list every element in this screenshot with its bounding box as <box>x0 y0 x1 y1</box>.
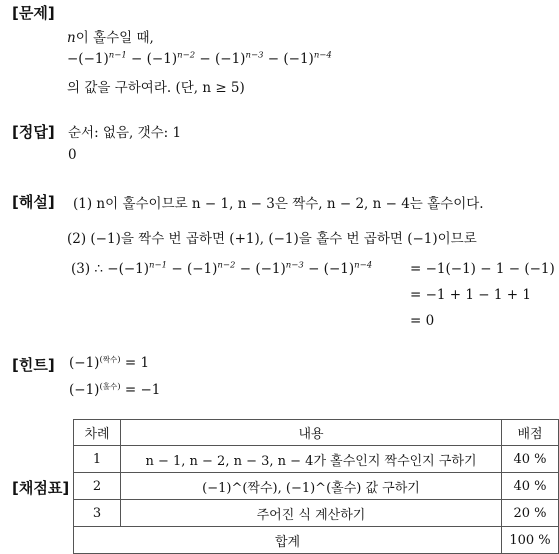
total-label: 합계 <box>74 527 502 554</box>
row-content: (−1)^(짝수), (−1)^(홀수) 값 구하기 <box>121 473 502 500</box>
table-total-row <box>74 527 559 554</box>
hint-line-1: $(-1)^{(짝수)} = 1$ <box>69 354 150 371</box>
row-score: 40 % <box>502 473 559 500</box>
table-header-row <box>74 420 559 446</box>
row-order: 1 <box>74 446 121 473</box>
solution-step-3-rhs-1: = −1(−1) − 1 − (−1) <box>410 261 555 277</box>
problem-label: [문제] <box>12 4 55 22</box>
row-content: n − 1, n − 2, n − 3, n − 4가 홀수인지 짝수인지 구하기 <box>121 446 502 473</box>
solution-step-3-rhs-2: = −1 + 1 − 1 + 1 <box>410 287 531 303</box>
problem-line-3: 의 값을 구하여라. (단, n ≥ 5) <box>67 80 245 96</box>
problem-expression: $-(-1)^{n-1} - (-1)^{n-2} - (-1)^{n-3} - (-1)^{n-4}$ <box>67 50 332 67</box>
table-row <box>74 446 559 473</box>
answer-line-1: 순서: 없음, 갯수: 1 <box>68 125 182 141</box>
row-content: 주어진 식 계산하기 <box>121 500 502 527</box>
solution-step-1: (1) n이 홀수이므로 n − 1, n − 3은 짝수, n − 2, n − 4는 홀수이다. <box>73 196 484 212</box>
solution-step-2: (2) (−1)을 짝수 번 곱하면 (+1), (−1)을 홀수 번 곱하면 (−1)이므로 <box>67 231 477 247</box>
total-score: 100 % <box>502 527 559 554</box>
row-order: 2 <box>74 473 121 500</box>
problem-line-1: n이 홀수일 때, <box>67 30 154 46</box>
hint-line-2: $(-1)^{(홀수)} = -1$ <box>69 381 161 398</box>
answer-value: 0 <box>68 147 77 163</box>
row-order: 3 <box>74 500 121 527</box>
answer-label: [정답] <box>12 123 55 141</box>
scoring-table <box>73 419 559 554</box>
header-content: 내용 <box>121 420 502 446</box>
table-row <box>74 500 559 527</box>
scoring-label: [채점표] <box>12 479 70 497</box>
solution-label: [해설] <box>12 193 55 211</box>
solution-step-3-rhs-3: = 0 <box>410 313 435 329</box>
table-row <box>74 473 559 500</box>
header-score: 배점 <box>502 420 559 446</box>
row-score: 20 % <box>502 500 559 527</box>
row-score: 40 % <box>502 446 559 473</box>
solution-step-3-lhs: (3) ∴ $-(-1)^{n-1} - (-1)^{n-2} - (-1)^{n-3} - (-1)^{n-4}$ <box>71 260 373 277</box>
hint-label: [힌트] <box>12 356 55 374</box>
header-order: 차례 <box>74 420 121 446</box>
